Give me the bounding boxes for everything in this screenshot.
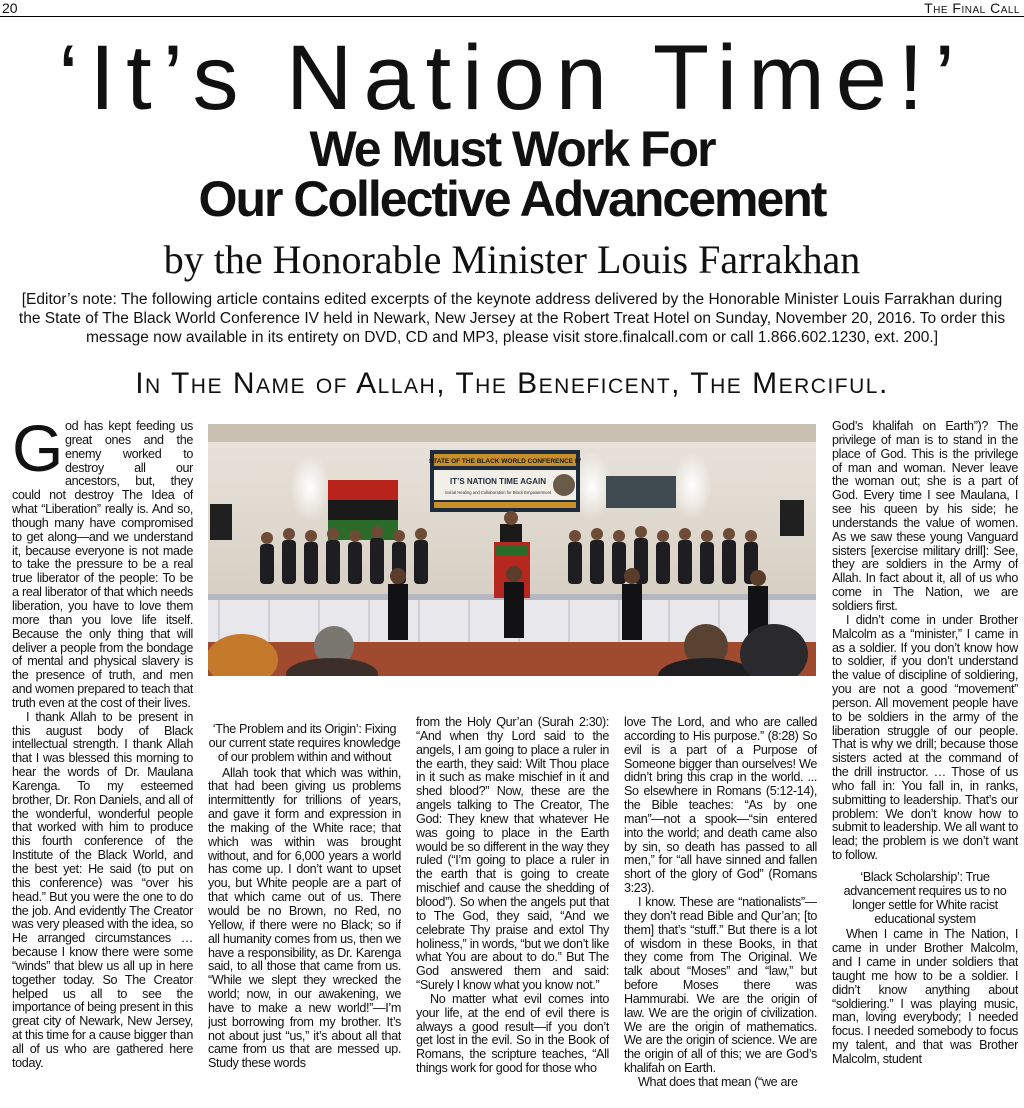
paragraph: I know. These are “nationalists”—they don’t read Bible and Qur’an; [to them] that’s “stuff.” But there is a lot of wisdom in these Books, in that they come from The Original. We talk about “Moses” and “law,” but before Moses there was Hammurabi. We are the origin of law. We are the origin of civilization. We are the origin of mathematics. We are the origin of science. We are the origin of all of this; we are God’s khalifah on Earth.	[624, 894, 817, 1076]
byline: by the Honorable Minister Louis Farrakhan	[163, 237, 861, 282]
article-column-2	[208, 723, 401, 1104]
paragraph: love The Lord, and who are called according to His purpose.” (8:28) So evil is a part of a Purpose of Someone bigger than ourselves! We didn’t bring this crap in the world. ... So elsewhere in Romans (5:12-14), the Bible teaches: “As by one man”—not a spook—“sin entered into the world; and death came also by sin, so death has passed to all men,” for “all have sinned and fallen short of the glory of God” (Romans 3:23).	[624, 716, 817, 896]
paragraph: Allah took that which was within, that had been giving us problems intermittently for trillions of years, and gave it form and expression in the making of the White race; that which was within was brought without, and for 6,000 years a world has come up. I don’t want to upset you, but White people are a part of that which came out of us. There would be no Brown, no Red, no Yellow, if there were no Black; so if all humanity comes from us, then we have a responsibility, as Dr. Karenga said, to all those that came from us. “While we slept they wrecked the world; now, in our awakening, we have to make a new world!”—I’m just borrowing from my brother. It’s not about just “us,” it’s about all that came from us that are messed up. Study these words	[208, 765, 401, 1071]
subhead-line-2: Our Collective Advancement	[198, 171, 826, 227]
editors-note: [Editor’s note: The following article contains edited excerpts of the keynote address delivered by the Honorable Minister Louis Farrakhan during the State of The Black World Conference IV held in Newark, New Jersey at the Robert Treat Hotel on Sunday, November 20, 2016. To order this message now available in its entirety on DVD, CD and MP3, please visit store.finalcall.com or call 1.866.602.1230, ext. 200.]	[18, 291, 1006, 346]
subhead	[0, 121, 1024, 227]
paragraph: God’s khalifah on Earth”)? The privilege of man is to stand in the place of God. This is the privilege of man and woman. Never leave the woman out; she is a part of God. Every time I see Maulana, I see his queen by his side; he understands the value of women. As we saw these young Vanguard sisters [exercise military drill]: See, they are soldiers in the Army of Allah. In fact about it, all of us who come in The Nation, we are soldiers first.	[832, 420, 1018, 613]
photo-illustration	[208, 424, 816, 676]
page-header	[0, 0, 1024, 17]
banner-title: STATE OF THE BLACK WORLD CONFERENCE IV	[428, 458, 582, 465]
paragraph: When I came in The Nation, I came in under Brother Malcolm, and I came in under soldiers that taught me how to be a soldier. I didn’t know anything about “soldiering.” I was playing music, man, loving everybody; I needed focus. I needed somebody to focus my talent, and that was Brother Malcolm, student	[832, 927, 1018, 1066]
paragraph: I didn’t come in under Brother Malcolm as a “minister,” I came in as a soldier. If you don’t know how to soldier, if you don’t understand the value of discipline of soldiering, you are not a good “movement” person. All movement people have to be soldiers in the army of the liberation struggle of our people. That is why we drill; because those sisters acted at the command of the drill instructor. … Those of us who fall in: You fall in, in ranks, submitting to leadership. That’s our problem: We don’t know how to submit to leadership. We all want to lead; the problem is we don’t want to follow.	[832, 612, 1018, 863]
paragraph: What does that mean (“we are	[638, 1074, 798, 1089]
flag-black-stripe	[328, 500, 398, 520]
article-column-3	[416, 716, 609, 1104]
drop-cap: G	[12, 420, 63, 485]
page-number: 20	[2, 0, 18, 16]
section-subhead: ‘Black Scholarship’: True advancement requires us to no longer settle for White racist educational system	[843, 870, 1007, 926]
conference-stage-photo	[208, 424, 816, 676]
section-subhead: ‘The Problem and its Origin’: Fixing our current state requires knowledge of our problem within and without	[208, 723, 401, 764]
paragraph: od has kept feeding us great ones and the enemy worked to destroy all our ancestors, but, they could not destroy The Idea of what “Liberation” really is. And so, though many have compromised to get along—and we understand it, because everyone is not made to take the pressure to be a real true liberator of the people: To be a real liberator of that which needs liberation, you have to love them more than you love life itself. Because the only thing that will deliver a people from the bondage of mental and physical slavery is the presence of truth, and men and women prepared to teach that truth even at the cost of their lives.	[12, 420, 193, 710]
paragraph: I thank Allah to be present in this august body of Black intellectual strength. I thank Allah that I was blessed this morning to hear the words of Dr. Maulana Karenga. To my esteemed brother, Dr. Ron Daniels, and all of the wonderful, wonderful people that worked with him to produce this fourth conference of the Institute of the Black World, and the best yet: He said (to put on this conference) was “over his head.” But you were the one to do the job. And evidently The Creator was very pleased with the idea, so He arranged circumstances … because I know there were some “winds” that blew us all up in here together today. So The Creator helped us all to see the importance of being present in this great city of Newark, New Jersey, at this time for a cause bigger than all of us who are gathered here today.	[12, 709, 193, 1070]
publication-name: The Final Call	[924, 0, 1020, 16]
article-column-5	[832, 420, 1018, 1104]
article-column-1	[12, 420, 193, 1104]
paragraph: No matter what evil comes into your life, at the end of evil there is always a good result—if you don’t get lost in the evil. So in the Book of Romans, the scripture teaches, “All things work for good for those who	[416, 991, 609, 1076]
banner-slogan: IT’S NATION TIME AGAIN	[450, 477, 546, 486]
flag-green-stripe	[328, 520, 398, 540]
flag-red-stripe	[328, 480, 398, 500]
paragraph: from the Holy Qur’an (Surah 2:30): “And when thy Lord said to the angels, I am going to place a ruler in the earth, they said: Wilt Thou place in it such as make mischief in it and shed blood?” Now, these are the angels talking to The Creator, The God: They knew that whatever He was going to place in the Earth would be so different in the way they ruled (“I’m going to place a ruler in the earth that is going to create mischief and cause the shedding of blood”). So when the angels put that to The God, they said, “And we celebrate Thy praise and extol Thy holiness,” in words, “but we don’t like what You are about to do.” But The God answered them and said: “Surely I know what you know not.”	[416, 716, 609, 993]
invocation: In The Name of Allah, The Beneficent, The Merciful.	[135, 367, 889, 400]
banner-subtitle: Social Healing and Collaboration for Black Empowerment	[444, 490, 552, 495]
article-column-4	[624, 716, 817, 1104]
headline: ‘It’s Nation Time!’	[58, 27, 966, 129]
subhead-line-1: We Must Work For	[309, 121, 715, 177]
